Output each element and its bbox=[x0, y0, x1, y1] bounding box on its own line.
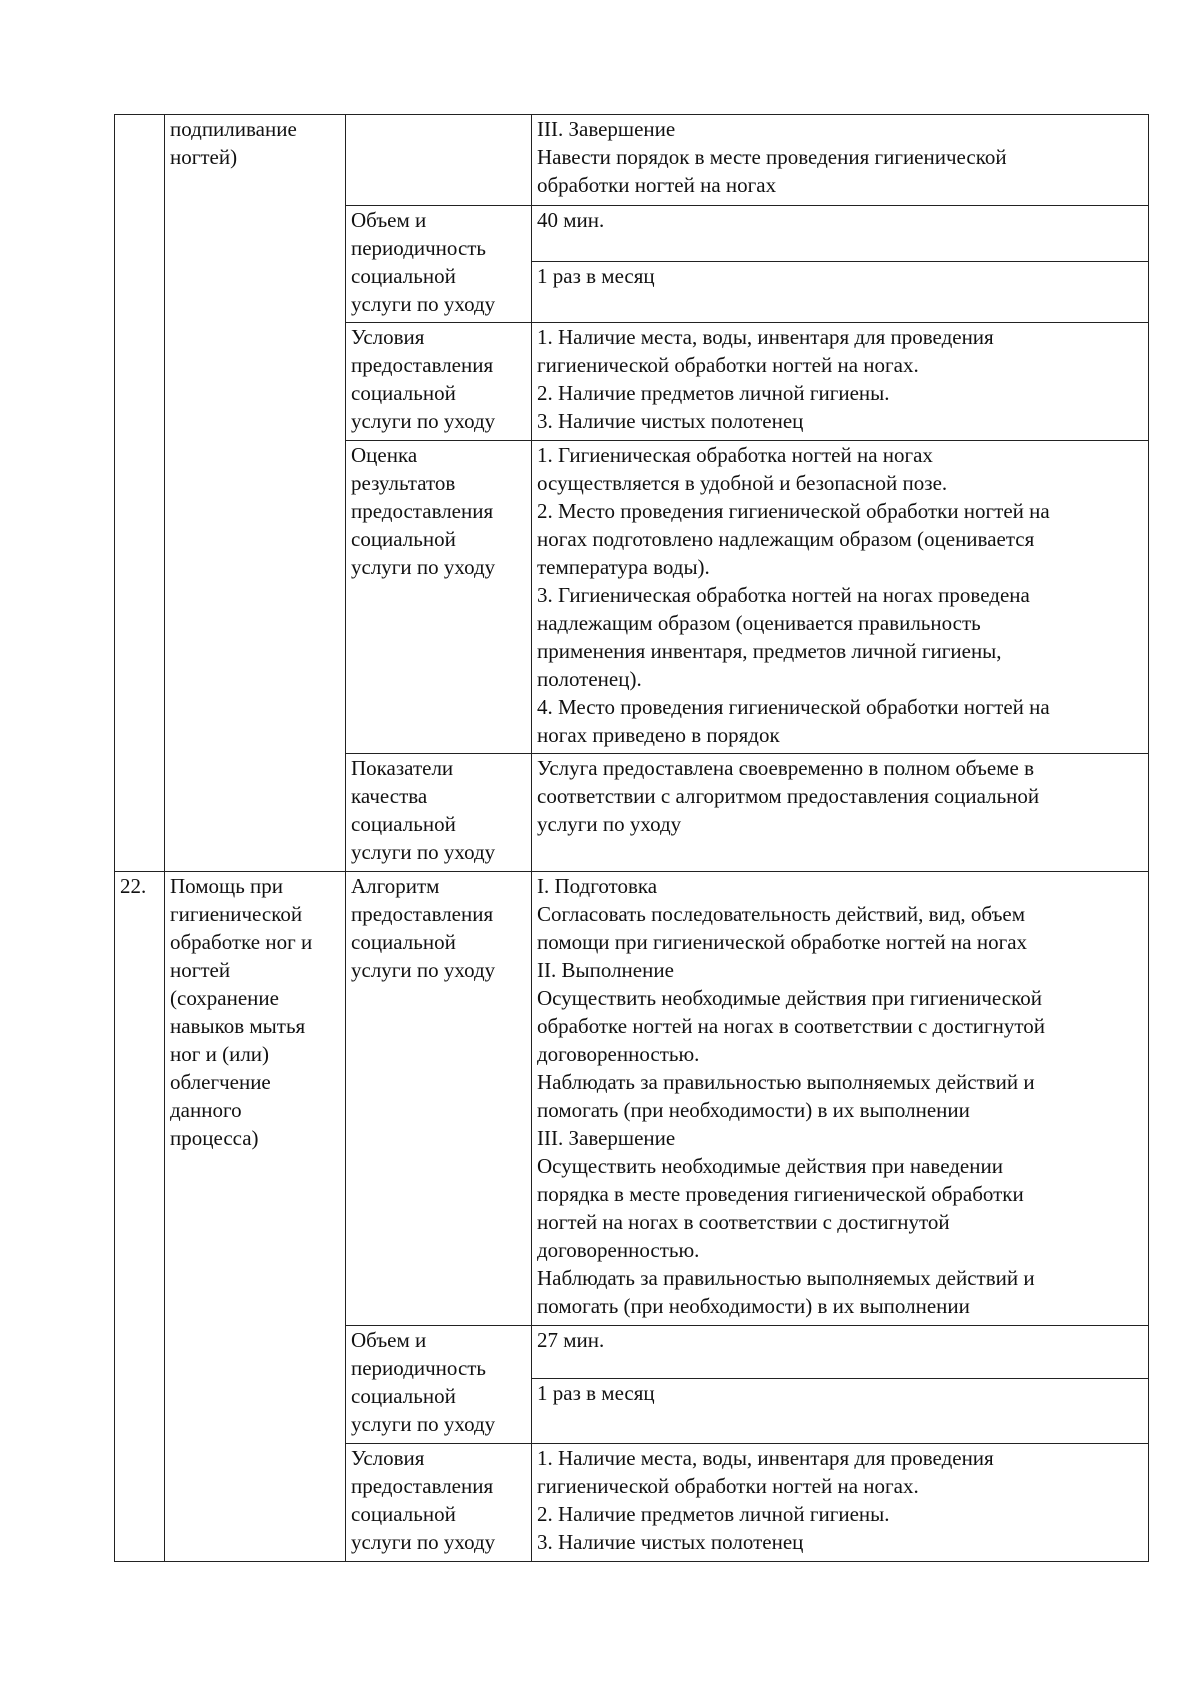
volume-time-cell: 40 мин. bbox=[532, 206, 1149, 262]
row-number-cell: 22. bbox=[115, 872, 165, 1562]
evaluation-label-cell: Оценка результатов предоставления социальной услуги по уходу bbox=[346, 441, 532, 754]
algorithm-label-cell: Алгоритм предоставления социальной услуги по уходу bbox=[346, 872, 532, 1326]
algorithm-label-cell bbox=[346, 115, 532, 206]
conditions-text-cell: 1. Наличие места, воды, инвентаря для проведения гигиенической обработки ногтей на ногах. 2. Наличие предметов личной гигиены. 3. Наличие чистых полотенец bbox=[532, 323, 1149, 441]
volume-period-cell: 1 раз в месяц bbox=[532, 1379, 1149, 1444]
row-number-cell bbox=[115, 115, 165, 872]
service-name-cell: подпиливание ногтей) bbox=[165, 115, 346, 872]
volume-time-cell: 27 мин. bbox=[532, 1326, 1149, 1379]
volume-label-cell: Объем и периодичность социальной услуги по уходу bbox=[346, 206, 532, 323]
table-row bbox=[115, 115, 1149, 206]
volume-period-cell: 1 раз в месяц bbox=[532, 262, 1149, 323]
conditions-label-cell: Условия предоставления социальной услуги по уходу bbox=[346, 323, 532, 441]
conditions-label-cell: Условия предоставления социальной услуги по уходу bbox=[346, 1444, 532, 1562]
conditions-text-cell: 1. Наличие места, воды, инвентаря для проведения гигиенической обработки ногтей на ногах. 2. Наличие предметов личной гигиены. 3. Наличие чистых полотенец bbox=[532, 1444, 1149, 1562]
evaluation-text-cell: 1. Гигиеническая обработка ногтей на ногах осуществляется в удобной и безопасной позе. 2. Место проведения гигиенической обработки ногтей на ногах подготовлено надлежащим образом (оценивается температура воды). 3. Гигиеническая обработка ногтей на ногах проведена надлежащим образом (оценивается правильность применения инвентаря, предметов личной гигиены, полотенец). 4. Место проведения гигиенической обработки ногтей на ногах приведено в порядок bbox=[532, 441, 1149, 754]
algorithm-text-cell: I. Подготовка Согласовать последовательность действий, вид, объем помощи при гигиенической обработке ногтей на ногах II. Выполнение Осуществить необходимые действия при гигиенической обработке ногтей на ногах в соответствии с достигнутой договоренностью. Наблюдать за правильностью выполняемых действий и помогать (при необходимости) в их выполнении III. Завершение Осуществить необходимые действия при наведении порядка в месте проведения гигиенической обработки ногтей на ногах в соответствии с достигнутой договоренностью. Наблюдать за правильностью выполняемых действий и помогать (при необходимости) в их выполнении bbox=[532, 872, 1149, 1326]
algorithm-text-cell: III. Завершение Навести порядок в месте проведения гигиенической обработки ногтей на ногах bbox=[532, 115, 1149, 206]
quality-label-cell: Показатели качества социальной услуги по уходу bbox=[346, 754, 532, 872]
services-table bbox=[114, 114, 1149, 1562]
service-name-cell: Помощь при гигиенической обработке ног и ногтей (сохранение навыков мытья ног и (или) облегчение данного процесса) bbox=[165, 872, 346, 1562]
volume-label-cell: Объем и периодичность социальной услуги по уходу bbox=[346, 1326, 532, 1444]
table-row bbox=[115, 872, 1149, 1326]
quality-text-cell: Услуга предоставлена своевременно в полном объеме в соответствии с алгоритмом предоставления социальной услуги по уходу bbox=[532, 754, 1149, 872]
